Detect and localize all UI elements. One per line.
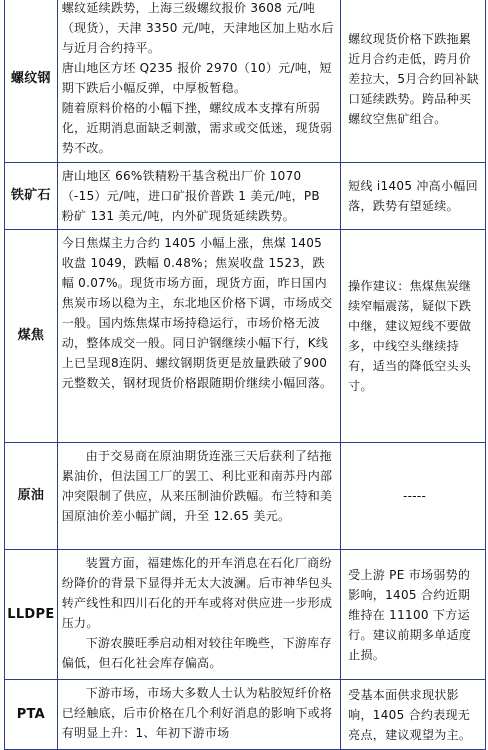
paragraph: 下游农膜旺季启动相对较往年晚些，下游库存偏低，但石化社会库存偏高。 [61,636,332,670]
table-row [5,550,486,680]
row-content [57,163,340,230]
table-row [5,163,486,230]
row-advice: 受上游 PE 市场弱势的影响，1405 合约近期维持在 11100 下方运行。建议前期多单适度止损。 [341,550,486,680]
table-row [5,443,486,550]
futures-commentary-table [4,0,486,750]
row-name-rebar: 螺纹钢 [5,0,58,163]
paragraph: 随着原料价格的小幅下挫，螺纹成本支撑有所弱化，近期消息面缺乏刺激，需求或交低迷，现货弱势不改。 [61,101,333,155]
paragraph: 下游市场，市场大多数人士认为粘胶短纤价格已经触底，后市价格在几个利好消息的影响下或将有明显上升：1、年初下游市场 [61,686,333,740]
paragraph: 今日焦煤主力合约 1405 小幅上涨，焦煤 1405 收盘 1049，跌幅 0.48%；焦炭收盘 1523，跌幅 0.07%。现货市场方面，现货方面，昨日国内焦炭市场以稳为主，东北地区价格下调，市场成交一般。国内炼焦煤市场持稳运行，市场价格无波动，整体成交一般。同日沪钢继续小幅下行，K线上已呈现8连阴、螺纹钢期货更是放量跌破了900元整数关，钢材现货价格跟随期价继续小幅回落。 [61,236,333,390]
row-content [57,443,340,550]
row-advice: ----- [341,443,486,550]
row-advice: 操作建议：焦煤焦炭继续窄幅震荡，疑似下跌中继，建议短线不要做多，中线空头继续持有，适当的降低空头头寸。 [341,230,486,443]
row-advice: 受基本面供求现状影响，1405 合约表现无亮点，建议观望为主。 [341,680,486,750]
row-name-crude-oil: 原油 [5,443,58,550]
row-content [57,680,340,750]
paragraph: 唐山地区方坯 Q235 报价 2970（10）元/吨，短期下跌后小幅反弹，中厚板暂稳。 [61,61,332,95]
table-row [5,680,486,750]
row-name-lldpe: LLDPE [5,550,58,680]
paragraph: 由于交易商在原油期货连涨三天后获利了结拖累油价，但法国工厂的罢工、利比亚和南苏丹内部冲突限制了供应，从来压制油价跌幅。布兰特和美国原油价差小幅扩阔，升至 12.65 美元。 [61,449,333,523]
row-advice: 螺纹现货价格下跌拖累近月合约走低，跨月价差拉大，5月合约回补缺口延续跌势。跨品种买螺纹空焦矿组合。 [341,0,486,163]
row-name-iron-ore: 铁矿石 [5,163,58,230]
row-content [57,550,340,680]
row-name-pta: PTA [5,680,58,750]
row-advice: 短线 i1405 冲高小幅回落，跌势有望延续。 [341,163,486,230]
paragraph: 螺纹延续跌势，上海三级螺纹报价 3608 元/吨（现货），天津 3350 元/吨，天津地区加上贴水后与近月合约持平。 [61,1,334,55]
row-content [57,230,340,443]
paragraph: 唐山地区 66%铁精粉干基含税出厂价 1070（-15）元/吨，进口矿报价普跌 1 美元/吨，PB 粉矿 131 美元/吨，内外矿现货延续跌势。 [61,169,320,223]
row-content [57,0,340,163]
row-name-coal-coke: 煤焦 [5,230,58,443]
table-row [5,0,486,163]
paragraph: 装置方面，福建炼化的开车消息在石化厂商纷纷降价的背景下显得并无太大波澜。后市神华包头转产线性和四川石化的开车或将对供应进一步形成压力。 [61,556,333,630]
table-row [5,230,486,443]
